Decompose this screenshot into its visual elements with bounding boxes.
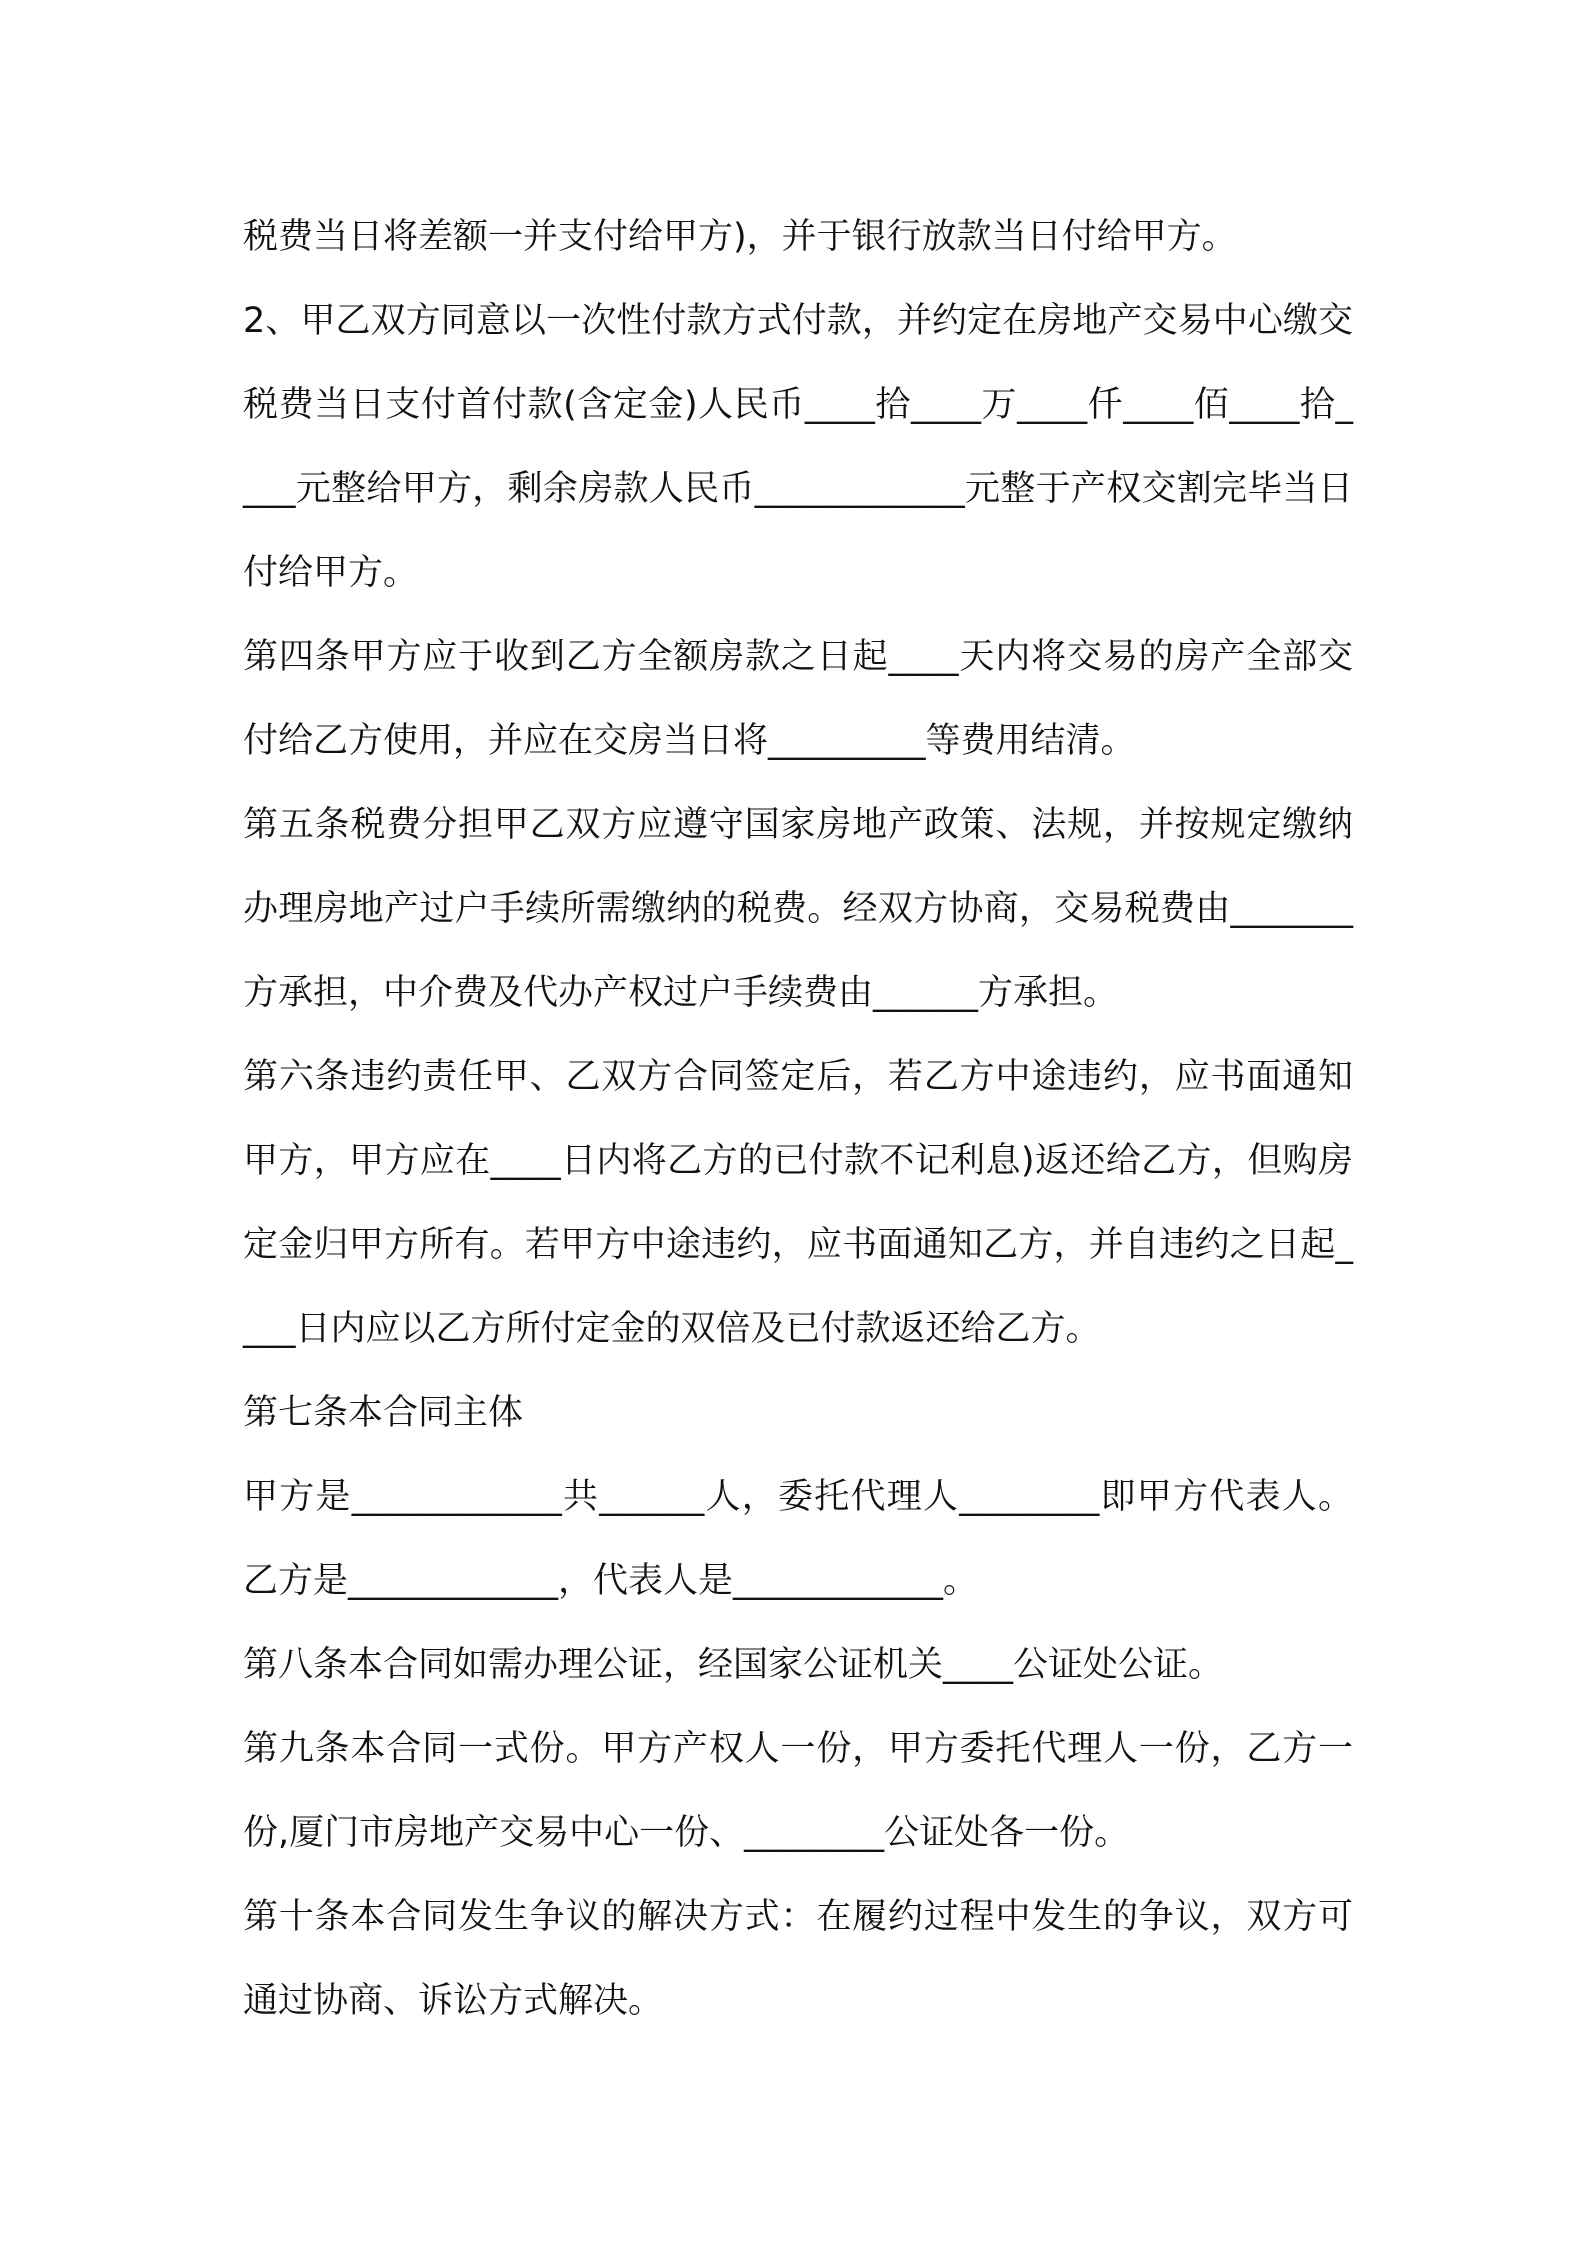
- paragraph-lump-sum-payment: 2、甲乙双方同意以一次性付款方式付款，并约定在房地产交易中心缴交税费当日支付首付款(含定金)人民币____拾____万____仟____佰____拾____元整给甲方，剩余房款人民币____________元整于产权交割完毕当日付给甲方。: [243, 301, 1353, 593]
- paragraph-payment-continuation: 税费当日将差额一并支付给甲方)，并于银行放款当日付给甲方。: [243, 217, 1237, 257]
- paragraph-article-7-heading: 第七条本合同主体: [243, 1393, 524, 1433]
- paragraph-article-7-parties: 甲方是____________共______人，委托代理人________即甲方代表人。乙方是____________，代表人是____________。: [243, 1477, 1353, 1601]
- paragraph-article-9: 第九条本合同一式份。甲方产权人一份，甲方委托代理人一份，乙方一份,厦门市房地产交易中心一份、________公证处各一份。: [243, 1729, 1353, 1853]
- paragraph-article-6: 第六条违约责任甲、乙双方合同签定后，若乙方中途违约，应书面通知甲方，甲方应在____日内将乙方的已付款不记利息)返还给乙方，但购房定金归甲方所有。若甲方中途违约，应书面通知乙方，并自违约之日起____日内应以乙方所付定金的双倍及已付款返还给乙方。: [243, 1057, 1353, 1349]
- paragraph-article-8: 第八条本合同如需办理公证，经国家公证机关____公证处公证。: [243, 1645, 1224, 1685]
- paragraph-article-10: 第十条本合同发生争议的解决方式：在履约过程中发生的争议，双方可通过协商、诉讼方式解决。: [243, 1897, 1353, 2021]
- contract-body: [243, 195, 1353, 2043]
- paragraph-article-4: 第四条甲方应于收到乙方全额房款之日起____天内将交易的房产全部交付给乙方使用，并应在交房当日将_________等费用结清。: [243, 637, 1353, 761]
- paragraph-article-5: 第五条税费分担甲乙双方应遵守国家房地产政策、法规，并按规定缴纳办理房地产过户手续所需缴纳的税费。经双方协商，交易税费由_______方承担，中介费及代办产权过户手续费由______方承担。: [243, 805, 1353, 1013]
